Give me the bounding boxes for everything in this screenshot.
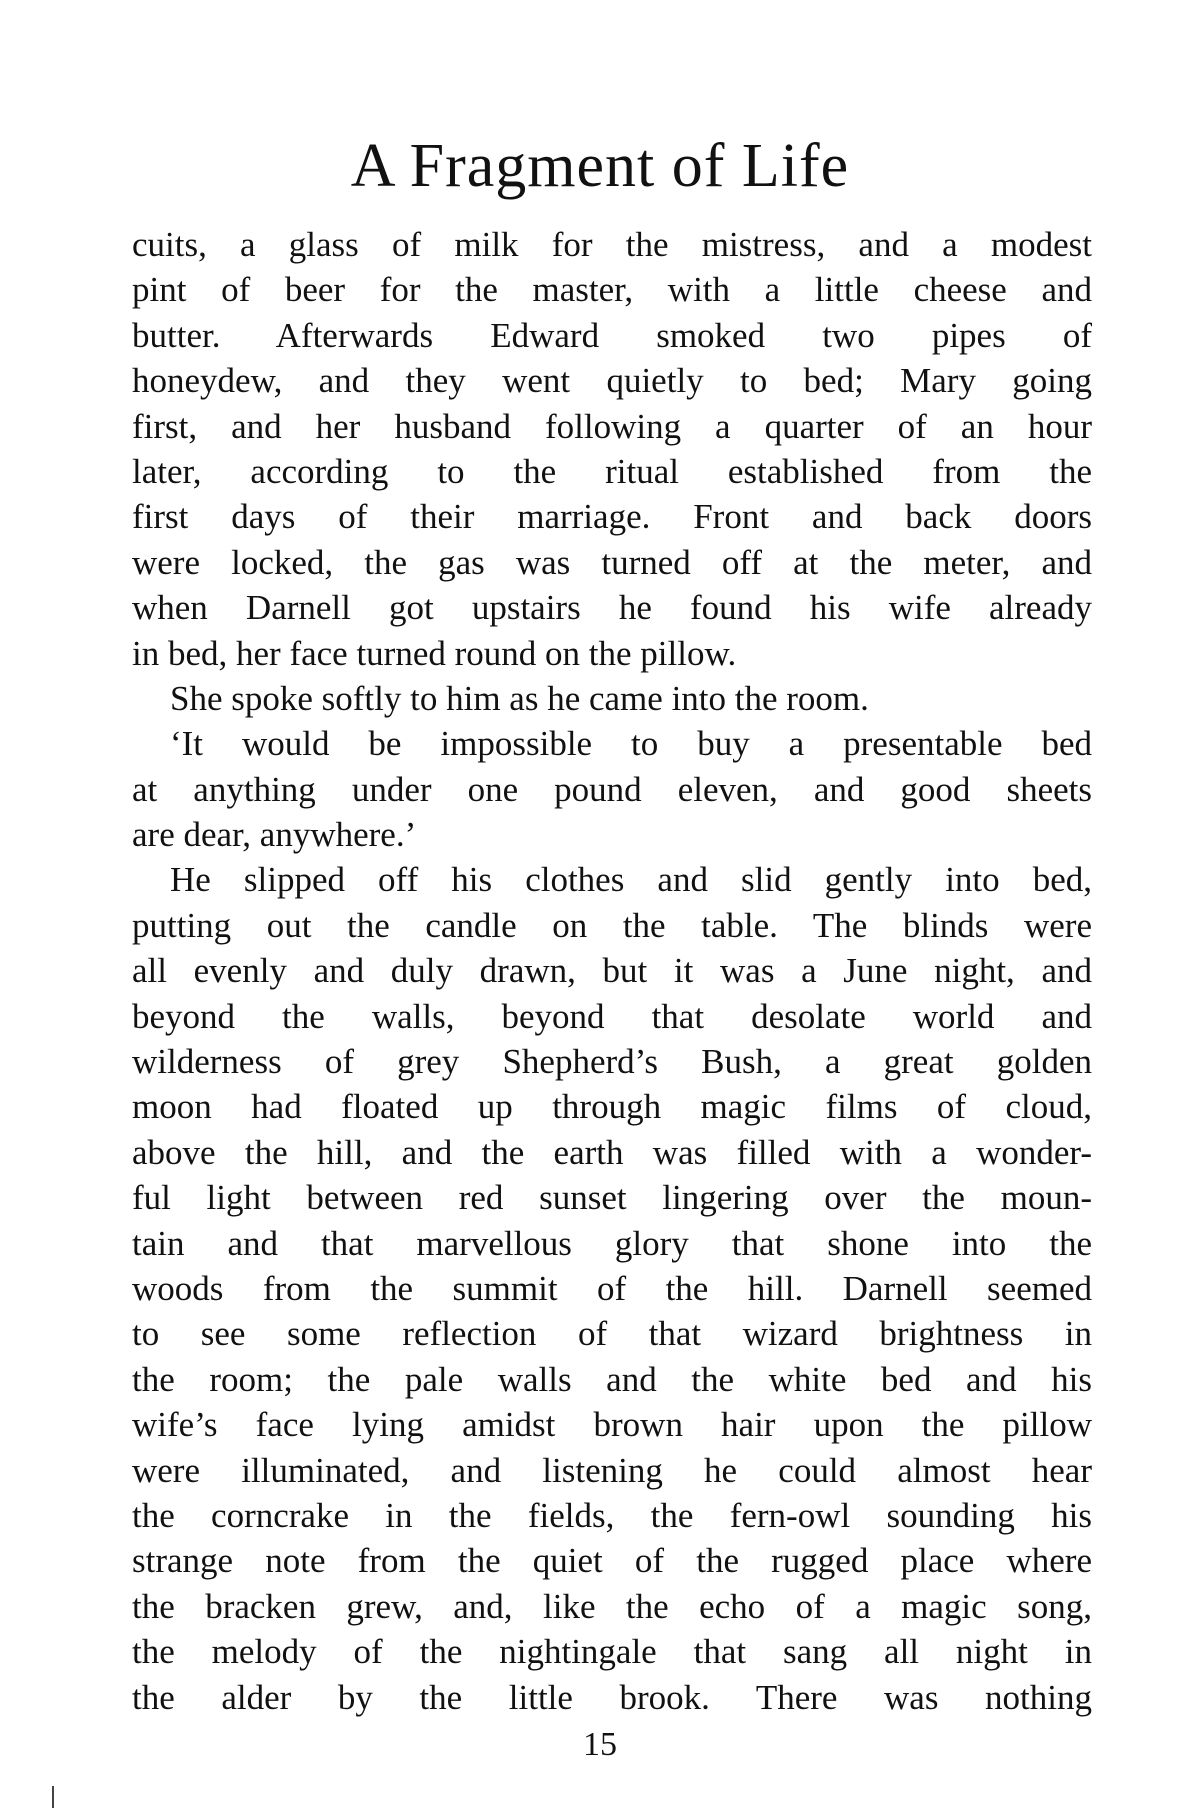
text-line: to see some reflection of that wizard brightness in: [132, 1314, 1092, 1354]
text-line: the room; the pale walls and the white bed and his: [132, 1359, 1092, 1399]
running-head: A Fragment of Life: [350, 132, 850, 200]
text-line: wife’s face lying amidst brown hair upon the pillow: [132, 1405, 1092, 1445]
text-line: first, and her husband following a quarter of an hour: [132, 406, 1092, 446]
text-line: were locked, the gas was turned off at the meter, and: [132, 542, 1092, 582]
text-line: all evenly and duly drawn, but it was a June night, and: [132, 951, 1092, 991]
text-line: honeydew, and they went quietly to bed; Mary going: [132, 361, 1092, 401]
text-line: at anything under one pound eleven, and good sheets: [132, 769, 1092, 809]
text-line: are dear, anywhere.’: [132, 815, 417, 855]
text-line: the bracken grew, and, like the echo of a magic song,: [132, 1586, 1092, 1626]
text-line: first days of their marriage. Front and back doors: [132, 497, 1092, 537]
page-number: 15: [583, 1726, 617, 1763]
text-line: were illuminated, and listening he could almost hear: [132, 1450, 1092, 1490]
text-line: He slipped off his clothes and slid gently into bed,: [170, 860, 1092, 900]
text-line: moon had floated up through magic films of cloud,: [132, 1087, 1092, 1127]
text-line: above the hill, and the earth was filled with a wonder-: [132, 1132, 1092, 1172]
text-line: in bed, her face turned round on the pillow.: [132, 633, 737, 673]
text-line: the corncrake in the fields, the fern-owl sounding his: [132, 1495, 1092, 1535]
text-line: woods from the summit of the hill. Darnell seemed: [132, 1268, 1092, 1308]
text-line: She spoke softly to him as he came into the room.: [170, 678, 869, 718]
text-line: ful light between red sunset lingering over the moun-: [132, 1178, 1092, 1218]
scan-edge-mark: [52, 1786, 54, 1808]
text-line: wilderness of grey Shepherd’s Bush, a great golden: [132, 1042, 1092, 1082]
text-line: putting out the candle on the table. The blinds were: [132, 905, 1092, 945]
text-line: beyond the walls, beyond that desolate world and: [132, 996, 1092, 1036]
text-line: butter. Afterwards Edward smoked two pipes of: [132, 315, 1092, 355]
body-text: [132, 222, 1092, 1720]
text-line: ‘It would be impossible to buy a presentable bed: [170, 724, 1092, 764]
text-line: the melody of the nightingale that sang all night in: [132, 1632, 1092, 1672]
text-line: when Darnell got upstairs he found his wife already: [132, 588, 1092, 628]
text-line: strange note from the quiet of the rugged place where: [132, 1541, 1092, 1581]
text-line: tain and that marvellous glory that shone into the: [132, 1223, 1092, 1263]
text-line: cuits, a glass of milk for the mistress, and a modest: [132, 225, 1092, 264]
text-line: pint of beer for the master, with a little cheese and: [132, 270, 1092, 310]
text-line: later, according to the ritual established from the: [132, 451, 1092, 491]
text-line: the alder by the little brook. There was nothing: [132, 1677, 1092, 1717]
